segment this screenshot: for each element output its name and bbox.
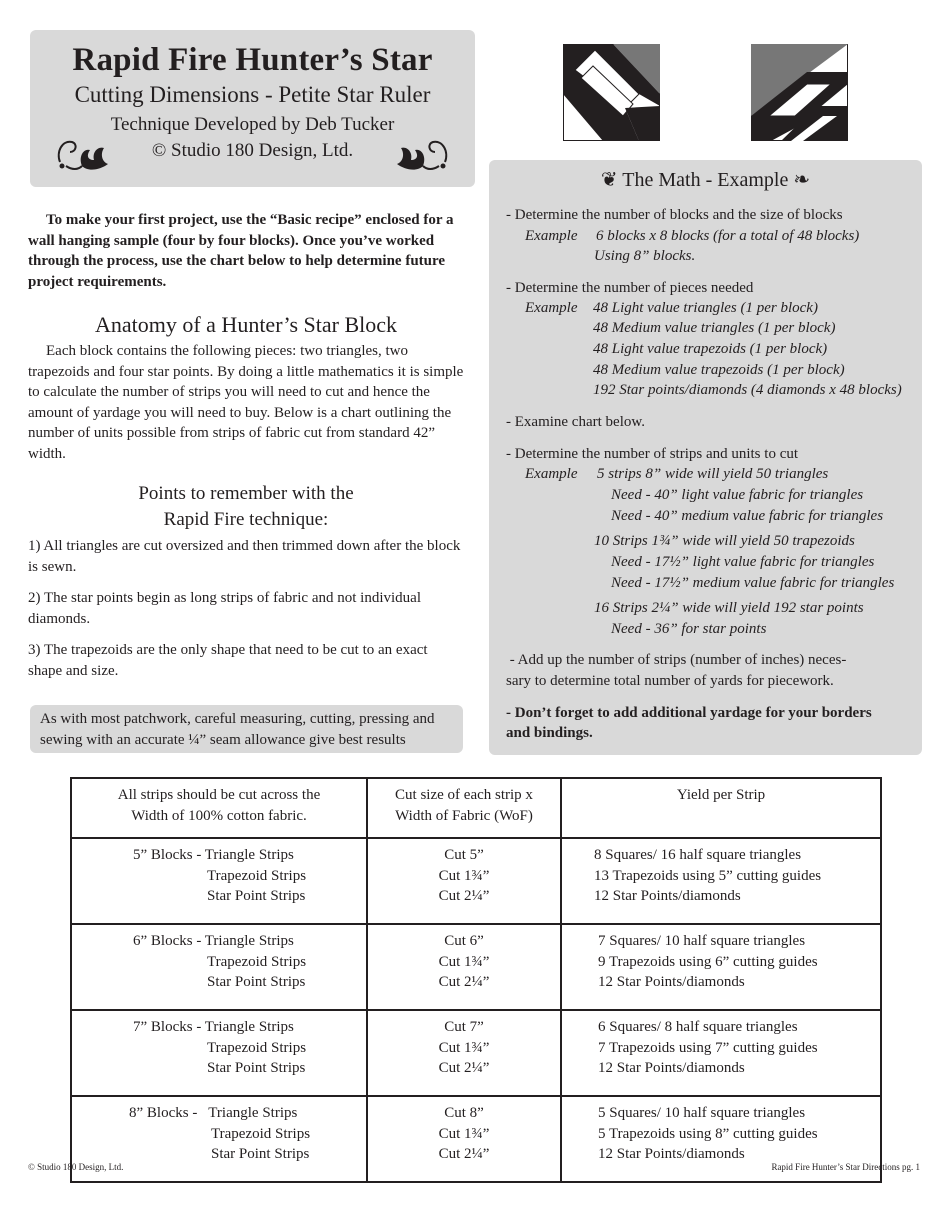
header-cut-size-text: Cut size of each strip x Width of Fabric (WoF) bbox=[395, 787, 533, 824]
yield-value: 6 Squares/ 8 half square triangles bbox=[598, 1019, 798, 1035]
cutting-chart bbox=[70, 777, 880, 1162]
math-step-1: - Determine the number of blocks and the size of blocks bbox=[506, 207, 843, 223]
point-1: 1) All triangles are cut oversized and then trimmed down after the block is sewn. bbox=[28, 538, 461, 575]
cut-value: Cut 5” bbox=[444, 847, 484, 863]
yield-value: 12 Star Points/diamonds bbox=[594, 888, 741, 904]
math-step-6-line1: - Don’t forget to add additional yardage for your borders bbox=[506, 705, 872, 721]
trapezoid-label: Trapezoid Strips bbox=[207, 1039, 307, 1056]
yield-cell bbox=[561, 1010, 881, 1096]
flourish-right-icon bbox=[395, 130, 453, 174]
math-step-6-line2: and bindings. bbox=[506, 725, 593, 741]
points-heading-line1: Points to remember with the bbox=[138, 483, 354, 504]
math-example-panel bbox=[489, 160, 922, 755]
table-row bbox=[71, 924, 881, 1010]
cut-value: Cut 2¼” bbox=[438, 1146, 490, 1162]
math-step-2-line: 48 Light value triangles (1 per block) bbox=[593, 300, 818, 316]
math-title-text: The Math - Example bbox=[622, 169, 789, 191]
header-strips bbox=[71, 778, 367, 838]
trapezoid-label: Trapezoid Strips bbox=[207, 953, 307, 970]
table-header-row bbox=[71, 778, 881, 838]
leaf-ornament-icon: ❧ bbox=[788, 169, 811, 191]
yield-value: 12 Star Points/diamonds bbox=[598, 1060, 745, 1076]
yield-value: 5 Squares/ 10 half square triangles bbox=[598, 1105, 806, 1121]
math-step-5-line1: - Add up the number of strips (number of inches) neces- bbox=[506, 652, 847, 668]
math-step-4-line: Need - 40” light value fabric for triangles bbox=[611, 487, 864, 503]
page-title: Rapid Fire Hunter’s Star bbox=[72, 42, 433, 78]
intro-paragraph: To make your first project, use the “Basic recipe” enclosed for a wall hanging sample (four by four blocks). Once you’ve worked through the process, use the chart below to help determine future project requirements. bbox=[28, 212, 454, 290]
cut-value: Cut 2¼” bbox=[438, 1060, 490, 1076]
yield-cell bbox=[561, 838, 881, 924]
math-step-4-line: 10 Strips 1¾” wide will yield 50 trapezoids bbox=[594, 533, 855, 549]
header-strips-text: All strips should be cut across the Width of 100% cotton fabric. bbox=[117, 787, 321, 824]
leaf-ornament-icon: ❦ bbox=[600, 169, 623, 191]
yield-value: 13 Trapezoids using 5” cutting guides bbox=[594, 867, 822, 884]
math-title bbox=[489, 170, 922, 191]
trapezoid-label: Trapezoid Strips bbox=[207, 867, 307, 884]
anatomy-heading: Anatomy of a Hunter’s Star Block bbox=[94, 312, 398, 337]
math-step-1-example-1: 6 blocks x 8 blocks (for a total of 48 blocks) bbox=[596, 228, 860, 244]
example-label: Example bbox=[525, 228, 578, 244]
star-point-label: Star Point Strips bbox=[207, 888, 306, 904]
flourish-left-icon bbox=[52, 130, 110, 174]
math-step-4-line: Need - 17½” light value fabric for triangles bbox=[611, 554, 875, 570]
math-step-5-line2: sary to determine total number of yards for piecework. bbox=[506, 673, 834, 689]
cut-cell bbox=[367, 838, 561, 924]
math-step-4: - Determine the number of strips and units to cut bbox=[506, 446, 799, 462]
cut-value: Cut 6” bbox=[444, 933, 484, 949]
yield-value: 8 Squares/ 16 half square triangles bbox=[594, 847, 802, 863]
points-heading-line2: Rapid Fire technique: bbox=[163, 509, 329, 530]
table-row bbox=[71, 838, 881, 924]
note-text: As with most patchwork, careful measuring, cutting, pressing and sewing with an accurate ¼” seam allowance give best results bbox=[40, 711, 435, 748]
block-label: 8” Blocks - Triangle Strips bbox=[129, 1105, 298, 1121]
note-box bbox=[30, 705, 463, 753]
header-yield-text: Yield per Strip bbox=[676, 787, 766, 803]
block-label: 7” Blocks - Triangle Strips bbox=[133, 1019, 294, 1035]
point-2: 2) The star points begin as long strips of fabric and not individual diamonds. bbox=[28, 590, 421, 627]
yield-value: 5 Trapezoids using 8” cutting guides bbox=[598, 1125, 818, 1142]
hunters-star-block-diagram-2 bbox=[751, 44, 848, 141]
point-3: 3) The trapezoids are the only shape that need to be cut to an exact shape and size. bbox=[28, 642, 428, 679]
math-step-3: - Examine chart below. bbox=[506, 414, 645, 430]
footer-copyright: © Studio 180 Design, Ltd. bbox=[28, 1162, 124, 1172]
star-point-label: Star Point Strips bbox=[207, 1060, 306, 1076]
cut-value: Cut 1¾” bbox=[438, 953, 490, 970]
yield-value: 7 Squares/ 10 half square triangles bbox=[598, 933, 806, 949]
points-heading bbox=[28, 481, 464, 533]
example-label: Example bbox=[525, 300, 578, 316]
table-row bbox=[71, 1010, 881, 1096]
star-point-label: Star Point Strips bbox=[211, 1146, 310, 1162]
cut-value: Cut 2¼” bbox=[438, 974, 490, 990]
cut-value: Cut 1¾” bbox=[438, 1039, 490, 1056]
math-step-1-example-2: Using 8” blocks. bbox=[594, 248, 696, 264]
footer-page-label: Rapid Fire Hunter’s Star Directions pg. 1 bbox=[771, 1162, 920, 1172]
cut-cell bbox=[367, 1096, 561, 1182]
title-box bbox=[30, 30, 475, 187]
block-label: 6” Blocks - Triangle Strips bbox=[133, 933, 294, 949]
cut-value: Cut 1¾” bbox=[438, 1125, 490, 1142]
credit-line: Technique Developed by Deb Tucker bbox=[110, 114, 395, 135]
star-point-label: Star Point Strips bbox=[207, 974, 306, 990]
yield-value: 12 Star Points/diamonds bbox=[598, 1146, 745, 1162]
block-label: 5” Blocks - Triangle Strips bbox=[133, 847, 294, 863]
math-step-4-line: Need - 36” for star points bbox=[611, 621, 767, 637]
math-step-4-line: Need - 40” medium value fabric for triangles bbox=[611, 508, 884, 524]
yield-value: 7 Trapezoids using 7” cutting guides bbox=[598, 1039, 818, 1056]
cut-cell bbox=[367, 924, 561, 1010]
math-step-2-line: 192 Star points/diamonds (4 diamonds x 48 blocks) bbox=[593, 382, 902, 398]
cutting-table bbox=[70, 777, 882, 1183]
header-yield bbox=[561, 778, 881, 838]
cut-value: Cut 2¼” bbox=[438, 888, 490, 904]
math-step-4-line: 16 Strips 2¼” wide will yield 192 star points bbox=[594, 600, 864, 616]
hunters-star-block-diagram-1 bbox=[563, 44, 660, 141]
anatomy-paragraph: Each block contains the following pieces: two triangles, two trapezoids and four star points. By doing a little mathematics it is simple to calculate the number of strips you will need to cut and hence the amount of yardage you will need to buy. Below is a chart outlining the number of units possible from strips of fabric cut from standard 42” width. bbox=[28, 343, 464, 462]
yield-value: 12 Star Points/diamonds bbox=[598, 974, 745, 990]
block-cell bbox=[71, 1010, 367, 1096]
cut-cell bbox=[367, 1010, 561, 1096]
block-cell bbox=[71, 924, 367, 1010]
page-subtitle: Cutting Dimensions - Petite Star Ruler bbox=[74, 82, 431, 107]
table-row bbox=[71, 1096, 881, 1182]
math-step-2-line: 48 Light value trapezoids (1 per block) bbox=[593, 341, 828, 357]
math-step-4-line: 5 strips 8” wide will yield 50 triangles bbox=[597, 466, 829, 482]
cut-value: Cut 7” bbox=[444, 1019, 484, 1035]
yield-value: 9 Trapezoids using 6” cutting guides bbox=[598, 953, 818, 970]
header-cut-size bbox=[367, 778, 561, 838]
trapezoid-label: Trapezoid Strips bbox=[211, 1125, 311, 1142]
math-step-2-line: 48 Medium value triangles (1 per block) bbox=[593, 320, 836, 336]
cut-value: Cut 8” bbox=[444, 1105, 484, 1121]
math-step-2-line: 48 Medium value trapezoids (1 per block) bbox=[593, 362, 845, 378]
math-step-4-line: Need - 17½” medium value fabric for triangles bbox=[611, 575, 895, 591]
math-step-2: - Determine the number of pieces needed bbox=[506, 280, 754, 296]
block-cell bbox=[71, 838, 367, 924]
cut-value: Cut 1¾” bbox=[438, 867, 490, 884]
copyright-line: © Studio 180 Design, Ltd. bbox=[151, 140, 354, 161]
yield-cell bbox=[561, 924, 881, 1010]
example-label: Example bbox=[525, 466, 578, 482]
